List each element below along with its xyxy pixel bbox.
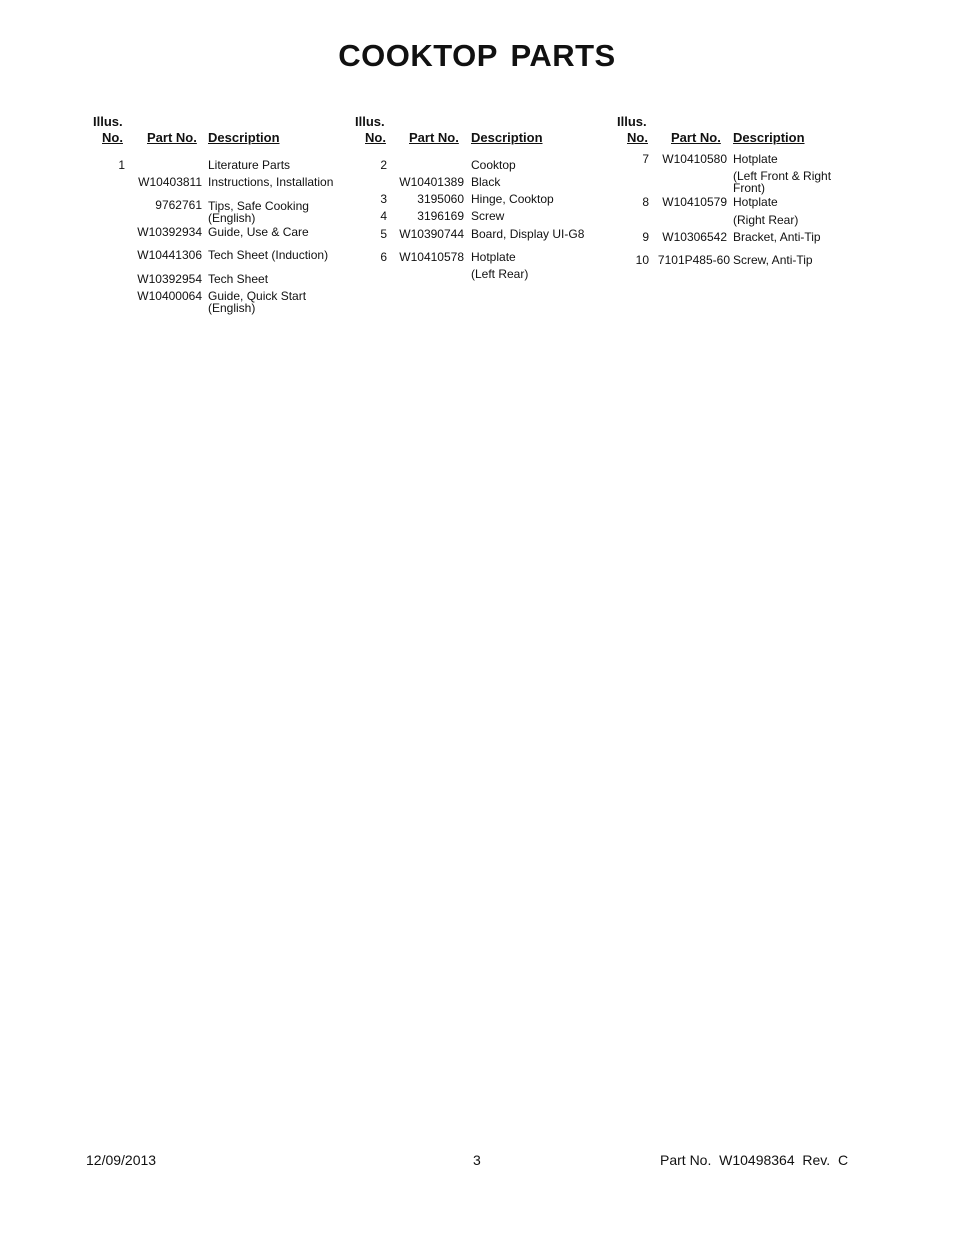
illus-number: 7: [642, 152, 649, 166]
part-number: W10403811: [138, 175, 202, 189]
part-number: W10306542: [662, 230, 727, 244]
header-no: No.: [627, 130, 648, 145]
part-description-continued: (English): [208, 211, 256, 225]
header-illus: Illus.: [93, 114, 123, 129]
part-number: W10392954: [137, 272, 202, 286]
part-description: Guide, Use & Care: [208, 225, 309, 239]
header-description: Description: [208, 130, 280, 145]
illus-number: 5: [380, 227, 387, 241]
header-no: No.: [365, 130, 386, 145]
part-description: Cooktop: [471, 158, 516, 172]
part-description: Bracket, Anti-Tip: [733, 230, 821, 244]
header-illus: Illus.: [617, 114, 647, 129]
part-description: Literature Parts: [208, 158, 291, 172]
part-description: (Left Rear): [471, 267, 529, 281]
part-number: W10410579: [662, 195, 727, 209]
illus-number: 10: [635, 253, 649, 267]
header-part-no: Part No.: [147, 130, 197, 145]
part-description: Hotplate: [733, 152, 778, 166]
illus-number: 3: [380, 192, 387, 206]
illus-number: 9: [642, 230, 649, 244]
part-number: W10392934: [137, 225, 202, 239]
illus-number: 2: [380, 158, 387, 172]
footer-part-number: Part No. W10498364 Rev. C: [660, 1152, 849, 1168]
part-description-continued: (English): [208, 301, 256, 315]
header-part-no: Part No.: [409, 130, 459, 145]
part-description: Tech Sheet (Induction): [208, 248, 329, 262]
part-number: W10390744: [399, 227, 464, 241]
part-description: Tips, Safe Cooking: [208, 199, 309, 213]
header-description: Description: [733, 130, 805, 145]
part-description: Hotplate: [733, 195, 778, 209]
part-description: Hinge, Cooktop: [471, 192, 554, 206]
header-part-no: Part No.: [671, 130, 721, 145]
part-number: 3196169: [417, 209, 464, 223]
part-number: 3195060: [417, 192, 464, 206]
part-description: Screw, Anti-Tip: [733, 253, 813, 267]
header-illus: Illus.: [355, 114, 385, 129]
part-description: Guide, Quick Start: [208, 289, 307, 303]
part-description: (Right Rear): [733, 213, 799, 227]
illus-number: 1: [118, 158, 125, 172]
footer-date: 12/09/2013: [86, 1152, 157, 1168]
part-number: W10401389: [399, 175, 464, 189]
part-description: Instructions, Installation: [208, 175, 334, 189]
part-description: Hotplate: [471, 250, 516, 264]
part-description: Tech Sheet: [208, 272, 269, 286]
illus-number: 8: [642, 195, 649, 209]
part-number: 7101P485-60: [657, 253, 730, 267]
part-description: Screw: [471, 209, 505, 223]
part-number: W10441306: [137, 248, 202, 262]
part-number: 9762761: [155, 198, 202, 212]
part-description: Board, Display UI-G8: [471, 227, 585, 241]
part-description-continued: Front): [733, 181, 766, 195]
part-description: (Left Front & Right: [733, 169, 832, 183]
header-description: Description: [471, 130, 543, 145]
header-no: No.: [102, 130, 123, 145]
footer-page-number: 3: [473, 1152, 481, 1168]
illus-number: 6: [380, 250, 387, 264]
illus-number: 4: [380, 209, 387, 223]
part-number: W10410578: [399, 250, 464, 264]
page-title: COOKTOP PARTS: [338, 38, 616, 73]
part-number: W10400064: [137, 289, 202, 303]
part-description: Black: [471, 175, 501, 189]
part-number: W10410580: [662, 152, 727, 166]
